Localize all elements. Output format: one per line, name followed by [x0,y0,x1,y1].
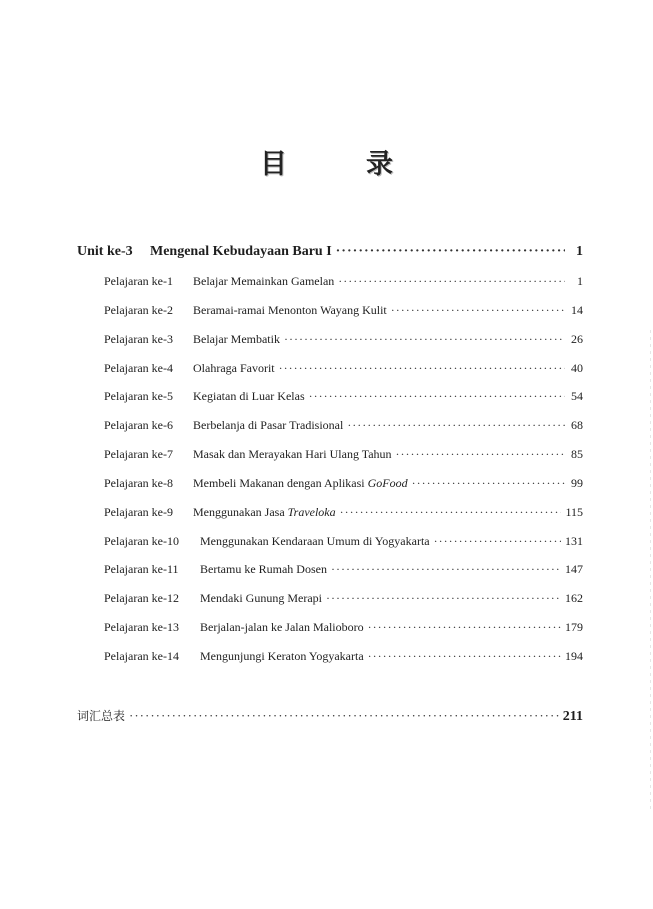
dot-leader [368,649,561,664]
lesson-title: Olahraga Favorit [193,361,275,375]
unit-number: Unit ke-3 [77,244,133,259]
glossary-title: 词汇总表 [77,709,126,723]
lesson-title [193,505,336,520]
page-edge-mark [650,330,651,810]
toc-lesson-entry-10[interactable] [104,534,583,549]
toc-lesson-entry-2[interactable] [104,303,583,318]
lesson-number: Pelajaran ke-3 [104,332,173,346]
lesson-number: Pelajaran ke-6 [104,418,173,432]
lesson-page-number: 147 [565,562,583,576]
lesson-page-number: 26 [571,332,583,346]
dot-leader [412,476,565,491]
lesson-title: Belajar Memainkan Gamelan [193,274,335,288]
dot-leader [284,332,565,347]
lesson-page-number: 162 [565,591,583,605]
lesson-title: Berjalan-jalan ke Jalan Malioboro [200,620,364,634]
toc-lesson-entry-4[interactable] [104,361,583,376]
lesson-number: Pelajaran ke-13 [104,620,179,634]
lesson-page-number: 1 [577,274,583,288]
dot-leader [391,303,565,318]
lesson-number: Pelajaran ke-10 [104,534,179,548]
lesson-number: Pelajaran ke-9 [104,505,173,519]
lesson-page-number: 115 [565,505,583,519]
lesson-page-number: 40 [571,361,583,375]
lesson-page-number: 85 [571,447,583,461]
lesson-page-number: 99 [571,476,583,490]
lesson-title: Menggunakan Kendaraan Umum di Yogyakarta [200,534,430,548]
lesson-number: Pelajaran ke-2 [104,303,173,317]
lesson-title: Mengunjungi Keraton Yogyakarta [200,649,364,663]
lesson-title: Beramai-ramai Menonton Wayang Kulit [193,303,387,317]
dot-leader [338,274,565,289]
lesson-number: Pelajaran ke-11 [104,562,179,576]
toc-lesson-entry-12[interactable] [104,591,583,606]
lesson-number: Pelajaran ke-4 [104,361,173,375]
dot-leader [434,534,561,549]
toc-lesson-entry-3[interactable] [104,332,583,347]
lesson-title: Bertamu ke Rumah Dosen [200,562,327,576]
toc-lesson-entry-11[interactable] [104,562,583,577]
lesson-page-number: 179 [565,620,583,634]
lesson-title: Belajar Membatik [193,332,280,346]
toc-unit-entry[interactable] [77,244,583,260]
page-title: 目 录 [260,149,419,180]
lesson-page-number: 194 [565,649,583,663]
lesson-page-number: 131 [565,534,583,548]
toc-lesson-entry-7[interactable] [104,447,583,462]
lesson-title-italic: GoFood [367,476,408,490]
toc-lesson-entry-8[interactable] [104,476,583,491]
lesson-title-text: Membeli Makanan dengan Aplikasi [193,476,365,490]
lesson-number: Pelajaran ke-12 [104,591,179,605]
lesson-page-number: 68 [571,418,583,432]
dot-leader [331,562,561,577]
toc-lesson-entry-14[interactable] [104,649,583,664]
lesson-title-text: Menggunakan Jasa [193,505,285,519]
dot-leader [279,361,565,376]
lesson-title: Kegiatan di Luar Kelas [193,389,305,403]
unit-page-number: 1 [576,244,583,259]
lesson-title: Berbelanja di Pasar Tradisional [193,418,344,432]
toc-glossary-entry[interactable] [77,707,583,725]
toc-lesson-entry-1[interactable] [104,274,583,289]
lesson-number: Pelajaran ke-8 [104,476,173,490]
lesson-number: Pelajaran ke-5 [104,389,173,403]
lesson-number: Pelajaran ke-14 [104,649,179,663]
dot-leader [336,244,565,260]
dot-leader [309,389,565,404]
lesson-number: Pelajaran ke-1 [104,274,173,288]
dot-leader [368,620,561,635]
lesson-title-italic: Traveloka [287,505,336,519]
lesson-title: Mendaki Gunung Merapi [200,591,322,605]
dot-leader [347,418,565,433]
lesson-page-number: 14 [571,303,583,317]
lesson-page-number: 54 [571,389,583,403]
lesson-number: Pelajaran ke-7 [104,447,173,461]
lesson-title: Masak dan Merayakan Hari Ulang Tahun [193,447,392,461]
toc-lesson-entry-6[interactable] [104,418,583,433]
glossary-page-number: 211 [562,709,583,724]
toc-lesson-entry-5[interactable] [104,389,583,404]
dot-leader [396,447,565,462]
toc-lesson-entry-9[interactable] [104,505,583,520]
toc-lesson-entry-13[interactable] [104,620,583,635]
lesson-title [193,476,408,491]
dot-leader [340,505,562,520]
unit-title: Mengenal Kebudayaan Baru I [150,244,332,259]
dot-leader [129,708,559,724]
dot-leader [326,591,561,606]
